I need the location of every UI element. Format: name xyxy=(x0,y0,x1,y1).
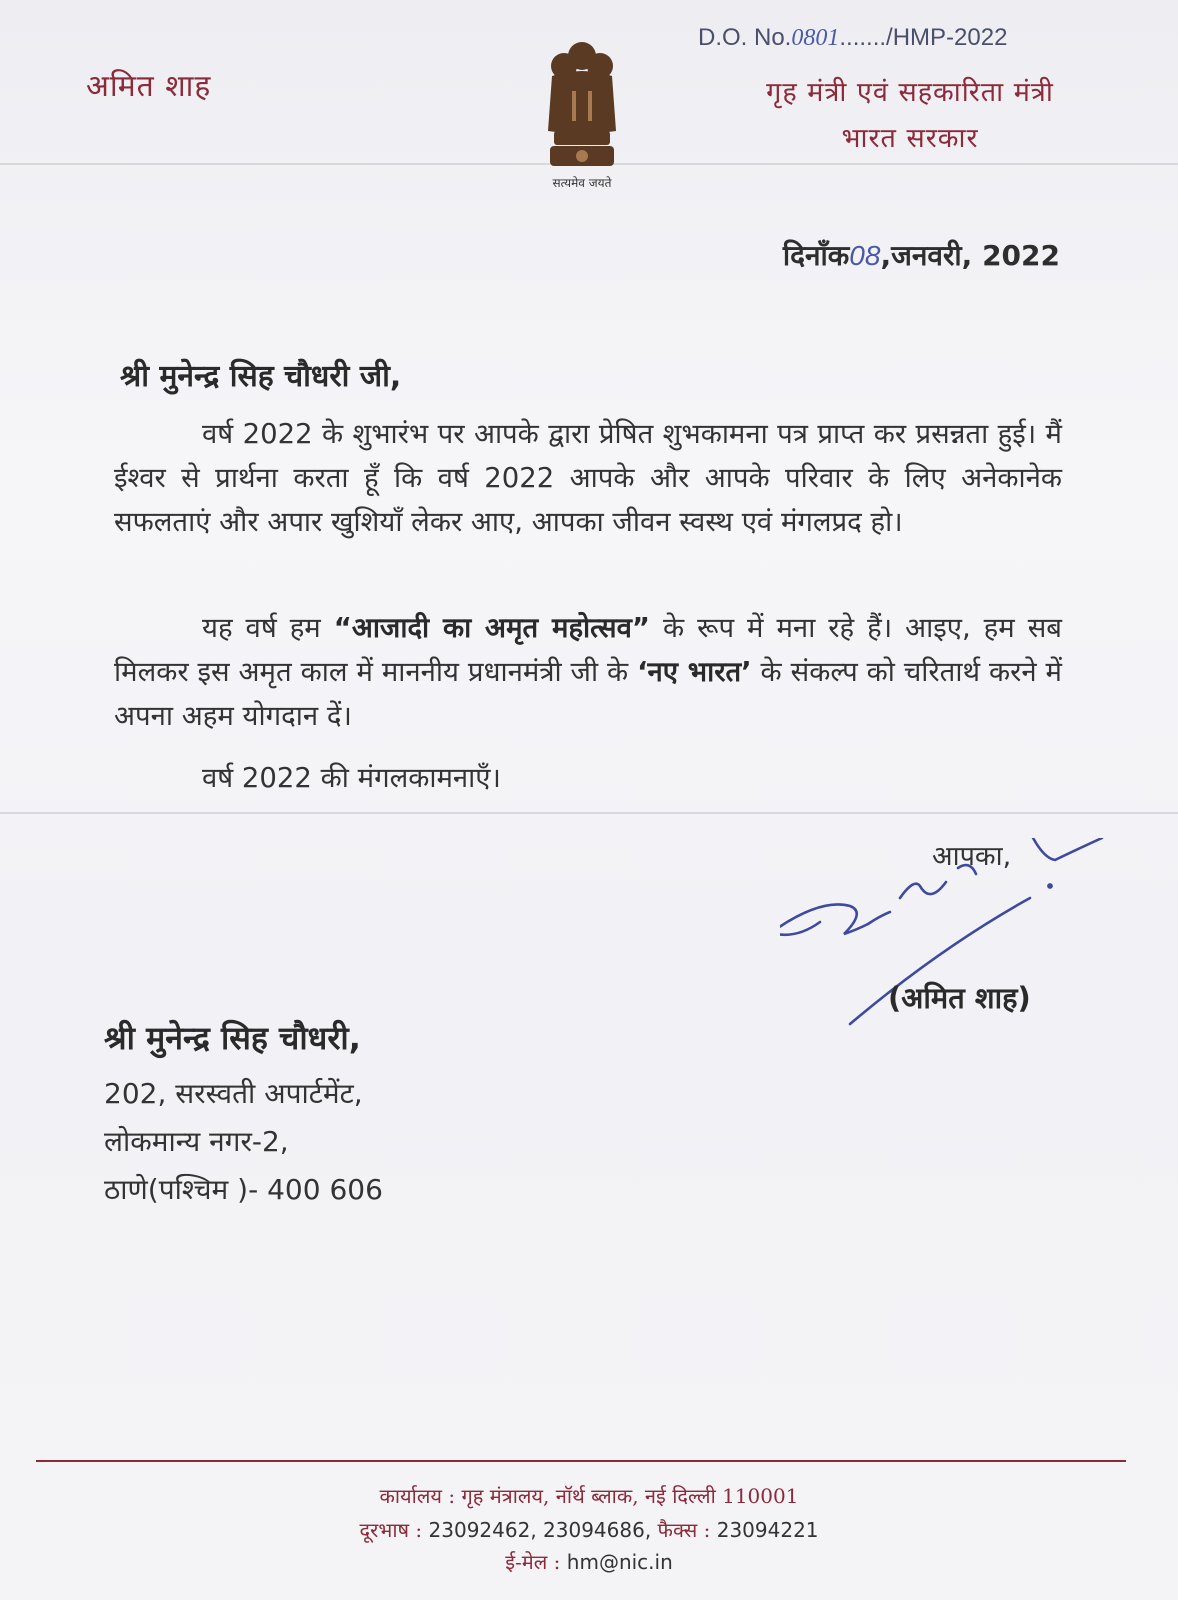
office-label: कार्यालय : xyxy=(379,1484,456,1508)
office-value: गृह मंत्रालय, नॉर्थ ब्लाक, नई दिल्ली 110001 xyxy=(461,1484,799,1508)
closing: आपका, xyxy=(932,841,1012,872)
footer-office xyxy=(0,1482,1178,1509)
sender-name: अमित शाह xyxy=(86,69,212,104)
paragraph-2 xyxy=(114,606,1062,738)
letter-date xyxy=(783,236,1060,274)
amrit-mahotsav-phrase: “आजादी का अमृत महोत्सव” xyxy=(333,612,650,644)
date-day: 08 xyxy=(849,240,881,271)
paragraph-1-text: वर्ष 2022 के शुभारंभ पर आपके द्वारा प्रेषित शुभकामना पत्र प्राप्त कर प्रसन्नता हुई। मैं ईश्वर से प्रार्थना करता हूँ कि वर्ष 2022 आपके और आपके परिवार के लिए अनेकानेक सफलताएं और अपार खुशियाँ लेकर आए, आपका जीवन स्वस्थ एवं मंगलप्रद हो। xyxy=(114,418,1062,538)
phone-value: 23092462, 23094686, xyxy=(428,1518,652,1542)
fax-value: 23094221 xyxy=(716,1518,819,1542)
date-label: दिनाँक xyxy=(782,239,850,272)
office-title: गृह मंत्री एवं सहकारिता मंत्री xyxy=(766,77,1054,108)
email-value: hm@nic.in xyxy=(566,1550,673,1574)
signer-name: (अमित शाह) xyxy=(888,981,1031,1015)
handwritten-signature xyxy=(780,838,1130,1058)
paper-fold xyxy=(0,812,1178,814)
fax-label: फैक्स : xyxy=(657,1518,711,1542)
footer-phone xyxy=(0,1516,1178,1543)
paragraph-2-text: के संकल्प को चरितार्थ करने में अपना अहम योगदान दें। xyxy=(114,656,1063,732)
footer-divider xyxy=(36,1460,1126,1462)
salutation: श्री मुनेन्द्र सिह चौधरी जी, xyxy=(120,359,402,394)
greetings-line: वर्ष 2022 की मंगलकामनाएँ। xyxy=(202,762,501,794)
footer-email xyxy=(0,1548,1178,1575)
email-label: ई-मेल : xyxy=(505,1550,561,1574)
recipient-address-line: 202, सरस्वती अपार्टमेंट, xyxy=(104,1077,363,1110)
do-number: 0801 xyxy=(791,25,840,51)
recipient-name: श्री मुनेन्द्र सिह चौधरी, xyxy=(104,1019,361,1057)
recipient-address-line: लोकमान्य नगर-2, xyxy=(104,1125,289,1158)
do-suffix: ......./HMP-2022 xyxy=(839,24,1008,51)
naye-bharat-phrase: ‘नए भारत’ xyxy=(637,656,752,688)
do-number-line xyxy=(698,24,1007,52)
lion-capital-icon xyxy=(532,36,632,176)
phone-label: दूरभाष : xyxy=(359,1518,423,1542)
do-prefix: D.O. No. xyxy=(698,24,792,51)
paragraph-1 xyxy=(114,412,1062,544)
paragraph-3 xyxy=(114,756,1062,800)
office-subtitle: भारत सरकार xyxy=(841,123,979,154)
emblem-motto: सत्यमेव जयते xyxy=(552,176,612,190)
date-rest: ,जनवरी, 2022 xyxy=(880,239,1060,272)
recipient-address-line: ठाणे(पश्चिम )- 400 606 xyxy=(104,1173,383,1206)
paragraph-2-text: यह वर्ष हम xyxy=(202,612,334,644)
state-emblem xyxy=(532,36,632,196)
paragraph-2-text: के रूप में मना रहे हैं। आइए, हम सब मिलकर इस अमृत काल में माननीय प्रधानमंत्री जी के xyxy=(114,612,1063,688)
